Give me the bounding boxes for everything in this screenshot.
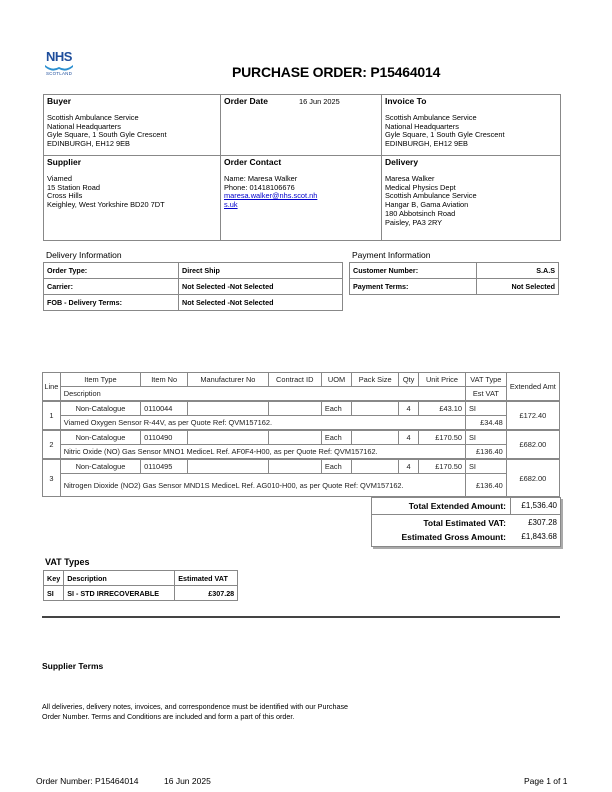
vat-type: SI bbox=[465, 459, 506, 474]
invoice-line: Gyle Square, 1 South Gyle Crescent bbox=[385, 130, 505, 140]
table-row bbox=[44, 586, 238, 601]
gross-amount-value: £1,843.68 bbox=[521, 532, 557, 541]
buyer-line: Scottish Ambulance Service bbox=[47, 112, 139, 122]
est-vat: £34.48 bbox=[465, 416, 506, 431]
table-row bbox=[44, 295, 343, 311]
logo-subtext: SCOTLAND bbox=[45, 71, 73, 76]
delivery-line: Maresa Walker bbox=[385, 173, 435, 183]
supplier-label: Supplier bbox=[47, 157, 82, 167]
delivery-info-title: Delivery Information bbox=[46, 250, 122, 260]
invoice-to-label: Invoice To bbox=[385, 96, 427, 106]
order-header-grid bbox=[43, 94, 561, 241]
col-description: Description bbox=[64, 571, 175, 586]
payment-info-table bbox=[349, 262, 559, 295]
vat-type: SI bbox=[465, 401, 506, 416]
col-pack-size: Pack Size bbox=[352, 373, 399, 387]
supplier-line: Cross Hills bbox=[47, 191, 83, 201]
line-number: 2 bbox=[43, 430, 61, 459]
qty: 4 bbox=[399, 459, 419, 474]
supplier-terms-line: All deliveries, delivery notes, invoices, and correspondence must be identified with our Purchase bbox=[42, 702, 349, 711]
col-qty: Qty bbox=[399, 373, 419, 387]
table-row bbox=[350, 263, 559, 279]
invoice-line: National Headquarters bbox=[385, 121, 459, 131]
supplier-line: Keighley, West Yorkshire BD20 7DT bbox=[47, 200, 165, 210]
unit-price: £170.50 bbox=[418, 459, 465, 474]
col-key: Key bbox=[44, 571, 64, 586]
item-no: 0110495 bbox=[141, 459, 188, 474]
totals-box bbox=[371, 497, 561, 547]
delivery-line: Medical Physics Dept bbox=[385, 182, 456, 192]
pack-size bbox=[352, 401, 399, 416]
col-estimated-vat: Estimated VAT bbox=[175, 571, 238, 586]
manufacturer-no bbox=[188, 401, 268, 416]
delivery-section bbox=[382, 156, 560, 230]
table-row bbox=[43, 459, 560, 474]
uom: Each bbox=[321, 430, 351, 445]
invoice-line: EDINBURGH, EH12 9EB bbox=[385, 139, 468, 149]
unit-price: £43.10 bbox=[418, 401, 465, 416]
nhs-scotland-logo bbox=[44, 50, 74, 88]
qty: 4 bbox=[399, 430, 419, 445]
logo-text: NHS bbox=[46, 49, 72, 64]
supplier-line: Viamed bbox=[47, 173, 72, 183]
delivery-info-label: Order Type: bbox=[44, 263, 179, 279]
table-row-description bbox=[43, 474, 560, 497]
item-type: Non-Catalogue bbox=[60, 430, 140, 445]
buyer-line: EDINBURGH, EH12 9EB bbox=[47, 139, 130, 149]
total-vat-label: Total Estimated VAT: bbox=[423, 518, 506, 528]
qty: 4 bbox=[399, 401, 419, 416]
vat-types-title: VAT Types bbox=[45, 557, 90, 567]
manufacturer-no bbox=[188, 430, 268, 445]
vat-description: SI - STD IRRECOVERABLE bbox=[64, 586, 175, 601]
order-date-label: Order Date bbox=[224, 96, 268, 106]
uom: Each bbox=[321, 459, 351, 474]
table-row bbox=[43, 401, 560, 416]
footer-page: Page 1 of 1 bbox=[524, 776, 568, 786]
table-header-row bbox=[44, 571, 238, 586]
col-item-no: Item No bbox=[141, 373, 188, 387]
line-number: 3 bbox=[43, 459, 61, 497]
item-no: 0110490 bbox=[141, 430, 188, 445]
description: Viamed Oxygen Sensor R-44V, as per Quote Ref: QVM157162. bbox=[60, 416, 465, 431]
table-row bbox=[44, 263, 343, 279]
col-vat-type: VAT Type bbox=[465, 373, 506, 387]
vat-types-table bbox=[43, 570, 238, 601]
contact-email-link-cont[interactable]: s.uk bbox=[224, 200, 238, 210]
delivery-line: Hangar B, Gama Aviation bbox=[385, 200, 469, 210]
item-type: Non-Catalogue bbox=[60, 401, 140, 416]
footer-date: 16 Jun 2025 bbox=[164, 776, 211, 786]
col-est-vat: Est VAT bbox=[465, 387, 506, 402]
col-item-type: Item Type bbox=[60, 373, 140, 387]
item-no: 0110044 bbox=[141, 401, 188, 416]
delivery-label: Delivery bbox=[385, 157, 419, 167]
invoice-line: Scottish Ambulance Service bbox=[385, 112, 477, 122]
delivery-info-value: Direct Ship bbox=[179, 263, 343, 279]
table-row bbox=[44, 279, 343, 295]
col-contract-id: Contract ID bbox=[268, 373, 321, 387]
buyer-section bbox=[44, 95, 220, 151]
unit-price: £170.50 bbox=[418, 430, 465, 445]
contact-email-link[interactable]: maresa.walker@nhs.scot.nh bbox=[224, 191, 318, 201]
table-row bbox=[43, 430, 560, 445]
buyer-line: Gyle Square, 1 South Gyle Crescent bbox=[47, 130, 167, 140]
col-description: Description bbox=[60, 387, 465, 402]
order-contact-label: Order Contact bbox=[224, 157, 282, 167]
delivery-info-label: Carrier: bbox=[44, 279, 179, 295]
delivery-line: Paisley, PA3 2RY bbox=[385, 217, 443, 227]
contract-id bbox=[268, 430, 321, 445]
contract-id bbox=[268, 401, 321, 416]
est-vat: £136.40 bbox=[465, 445, 506, 460]
supplier-line: 15 Station Road bbox=[47, 182, 101, 192]
delivery-info-label: FOB - Delivery Terms: bbox=[44, 295, 179, 311]
description: Nitrogen Dioxide (NO2) Gas Sensor MND1S MediceL Ref. AG010-H00, as per Quote Ref: QVM157162. bbox=[60, 474, 465, 497]
contact-name: Name: Maresa Walker bbox=[224, 173, 298, 183]
col-unit-price: Unit Price bbox=[418, 373, 465, 387]
pack-size bbox=[352, 459, 399, 474]
uom: Each bbox=[321, 401, 351, 416]
contract-id bbox=[268, 459, 321, 474]
delivery-line: 180 Abbotsinch Road bbox=[385, 208, 456, 218]
total-extended-value: £1,536.40 bbox=[521, 501, 557, 510]
vat-estimated: £307.28 bbox=[175, 586, 238, 601]
col-extended-amt: Extended Amt bbox=[506, 373, 559, 402]
table-header-row bbox=[43, 373, 560, 387]
delivery-info-value: Not Selected -Not Selected bbox=[179, 279, 343, 295]
invoice-to-section bbox=[382, 95, 560, 151]
table-row-description bbox=[43, 416, 560, 431]
buyer-label: Buyer bbox=[47, 96, 72, 106]
item-type: Non-Catalogue bbox=[60, 459, 140, 474]
vat-type: SI bbox=[465, 430, 506, 445]
order-date-section bbox=[221, 95, 381, 116]
delivery-info-value: Not Selected -Not Selected bbox=[179, 295, 343, 311]
col-uom: UOM bbox=[321, 373, 351, 387]
extended-amt: £172.40 bbox=[506, 401, 559, 430]
manufacturer-no bbox=[188, 459, 268, 474]
order-date-value: 16 Jun 2025 bbox=[299, 97, 340, 106]
gross-amount-label: Estimated Gross Amount: bbox=[401, 532, 506, 542]
total-extended-label: Total Extended Amount: bbox=[408, 501, 506, 511]
table-row-description bbox=[43, 445, 560, 460]
supplier-terms-line: Order Number. Terms and Conditions are included and form a part of this order. bbox=[42, 711, 295, 721]
supplier-terms-title: Supplier Terms bbox=[42, 661, 104, 671]
contact-phone: Phone: 01418106676 bbox=[224, 182, 295, 192]
col-line: Line bbox=[43, 373, 61, 402]
payment-info-value: Not Selected bbox=[477, 279, 559, 295]
extended-amt: £682.00 bbox=[506, 459, 559, 497]
extended-amt: £682.00 bbox=[506, 430, 559, 459]
table-row bbox=[350, 279, 559, 295]
description: Nitric Oxide (NO) Gas Sensor MNO1 MediceL Ref. AF0F4-H00, as per Quote Ref: QVM157162. bbox=[60, 445, 465, 460]
order-contact-section bbox=[221, 156, 381, 212]
line-number: 1 bbox=[43, 401, 61, 430]
payment-info-label: Customer Number: bbox=[350, 263, 477, 279]
delivery-info-table bbox=[43, 262, 343, 311]
footer-order-number: Order Number: P15464014 bbox=[36, 776, 139, 786]
delivery-line: Scottish Ambulance Service bbox=[385, 191, 477, 201]
order-lines-table bbox=[42, 372, 560, 497]
payment-info-label: Payment Terms: bbox=[350, 279, 477, 295]
supplier-terms-text bbox=[42, 702, 348, 721]
table-header-row bbox=[43, 387, 560, 402]
payment-info-value: S.A.S bbox=[477, 263, 559, 279]
supplier-section bbox=[44, 156, 220, 212]
col-manufacturer-no: Manufacturer No bbox=[188, 373, 268, 387]
page-title: PURCHASE ORDER: P15464014 bbox=[232, 64, 441, 80]
buyer-line: National Headquarters bbox=[47, 121, 121, 131]
section-divider bbox=[42, 616, 560, 618]
total-vat-value: £307.28 bbox=[528, 518, 557, 527]
vat-key: SI bbox=[44, 586, 64, 601]
pack-size bbox=[352, 430, 399, 445]
saltire-wave-icon bbox=[44, 64, 74, 71]
payment-info-title: Payment Information bbox=[352, 250, 431, 260]
est-vat: £136.40 bbox=[465, 474, 506, 497]
